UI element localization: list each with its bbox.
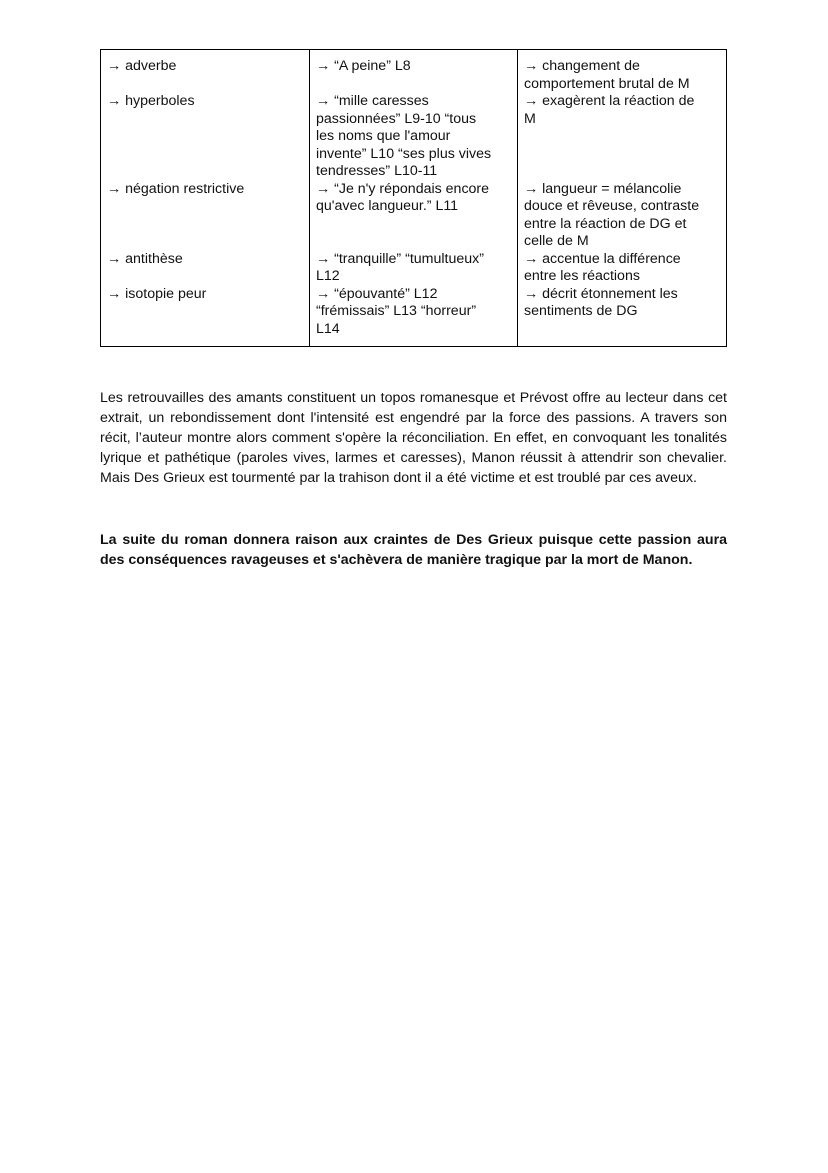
conclusion-paragraph: Les retrouvailles des amants constituent un topos romanesque et Prévost offre au lecteur dans cet extrait, un rebondissement dont l'intensité est engendré par la force des passions. A travers son récit, l’auteur montre alors comment s'opère la réconciliation. En effet, en convoquant les tonalités lyrique et pathétique (paroles vives, larmes et caresses), Manon réussit à attendrir son chevalier. Mais Des Grieux est tourmenté par la trahison dont il a été victime et est troublé par ces aveux. bbox=[100, 390, 727, 486]
effect-cell: → décrit étonnement les sentiments de DG bbox=[518, 286, 727, 347]
table-row bbox=[101, 251, 727, 286]
effect-cell: → accentue la différence entre les réactions bbox=[518, 251, 727, 286]
device-cell: → négation restrictive bbox=[101, 181, 310, 251]
effect-cell: → langueur = mélancolie douce et rêveuse, contraste entre la réaction de DG et celle de M bbox=[518, 181, 727, 251]
quote-cell: → “tranquille” “tumultueux” L12 bbox=[310, 251, 518, 286]
table-row bbox=[101, 50, 727, 94]
quote-cell: → “mille caresses passionnées” L9-10 “tous les noms que l'amour invente” L10 “ses plus vives tendresses” L10-11 bbox=[310, 93, 518, 181]
device-cell: → hyperboles bbox=[101, 93, 310, 181]
device-cell: → antithèse bbox=[101, 251, 310, 286]
quote-cell: → “épouvanté” L12 “frémissais” L13 “horreur” L14 bbox=[310, 286, 518, 347]
device-cell: → adverbe bbox=[101, 50, 310, 94]
quote-cell: → “A peine” L8 bbox=[310, 50, 518, 94]
quote-cell: → “Je n'y répondais encore qu'avec langueur.” L11 bbox=[310, 181, 518, 251]
analysis-table bbox=[100, 49, 727, 347]
device-cell: → isotopie peur bbox=[101, 286, 310, 347]
table-row bbox=[101, 181, 727, 251]
opening-paragraph: La suite du roman donnera raison aux craintes de Des Grieux puisque cette passion aura des conséquences ravageuses et s'achèvera de manière tragique par la mort de Manon. bbox=[100, 532, 727, 568]
table-row bbox=[101, 93, 727, 181]
table-row bbox=[101, 286, 727, 347]
effect-cell: → exagèrent la réaction de M bbox=[518, 93, 727, 181]
effect-cell: → changement de comportement brutal de M bbox=[518, 50, 727, 94]
